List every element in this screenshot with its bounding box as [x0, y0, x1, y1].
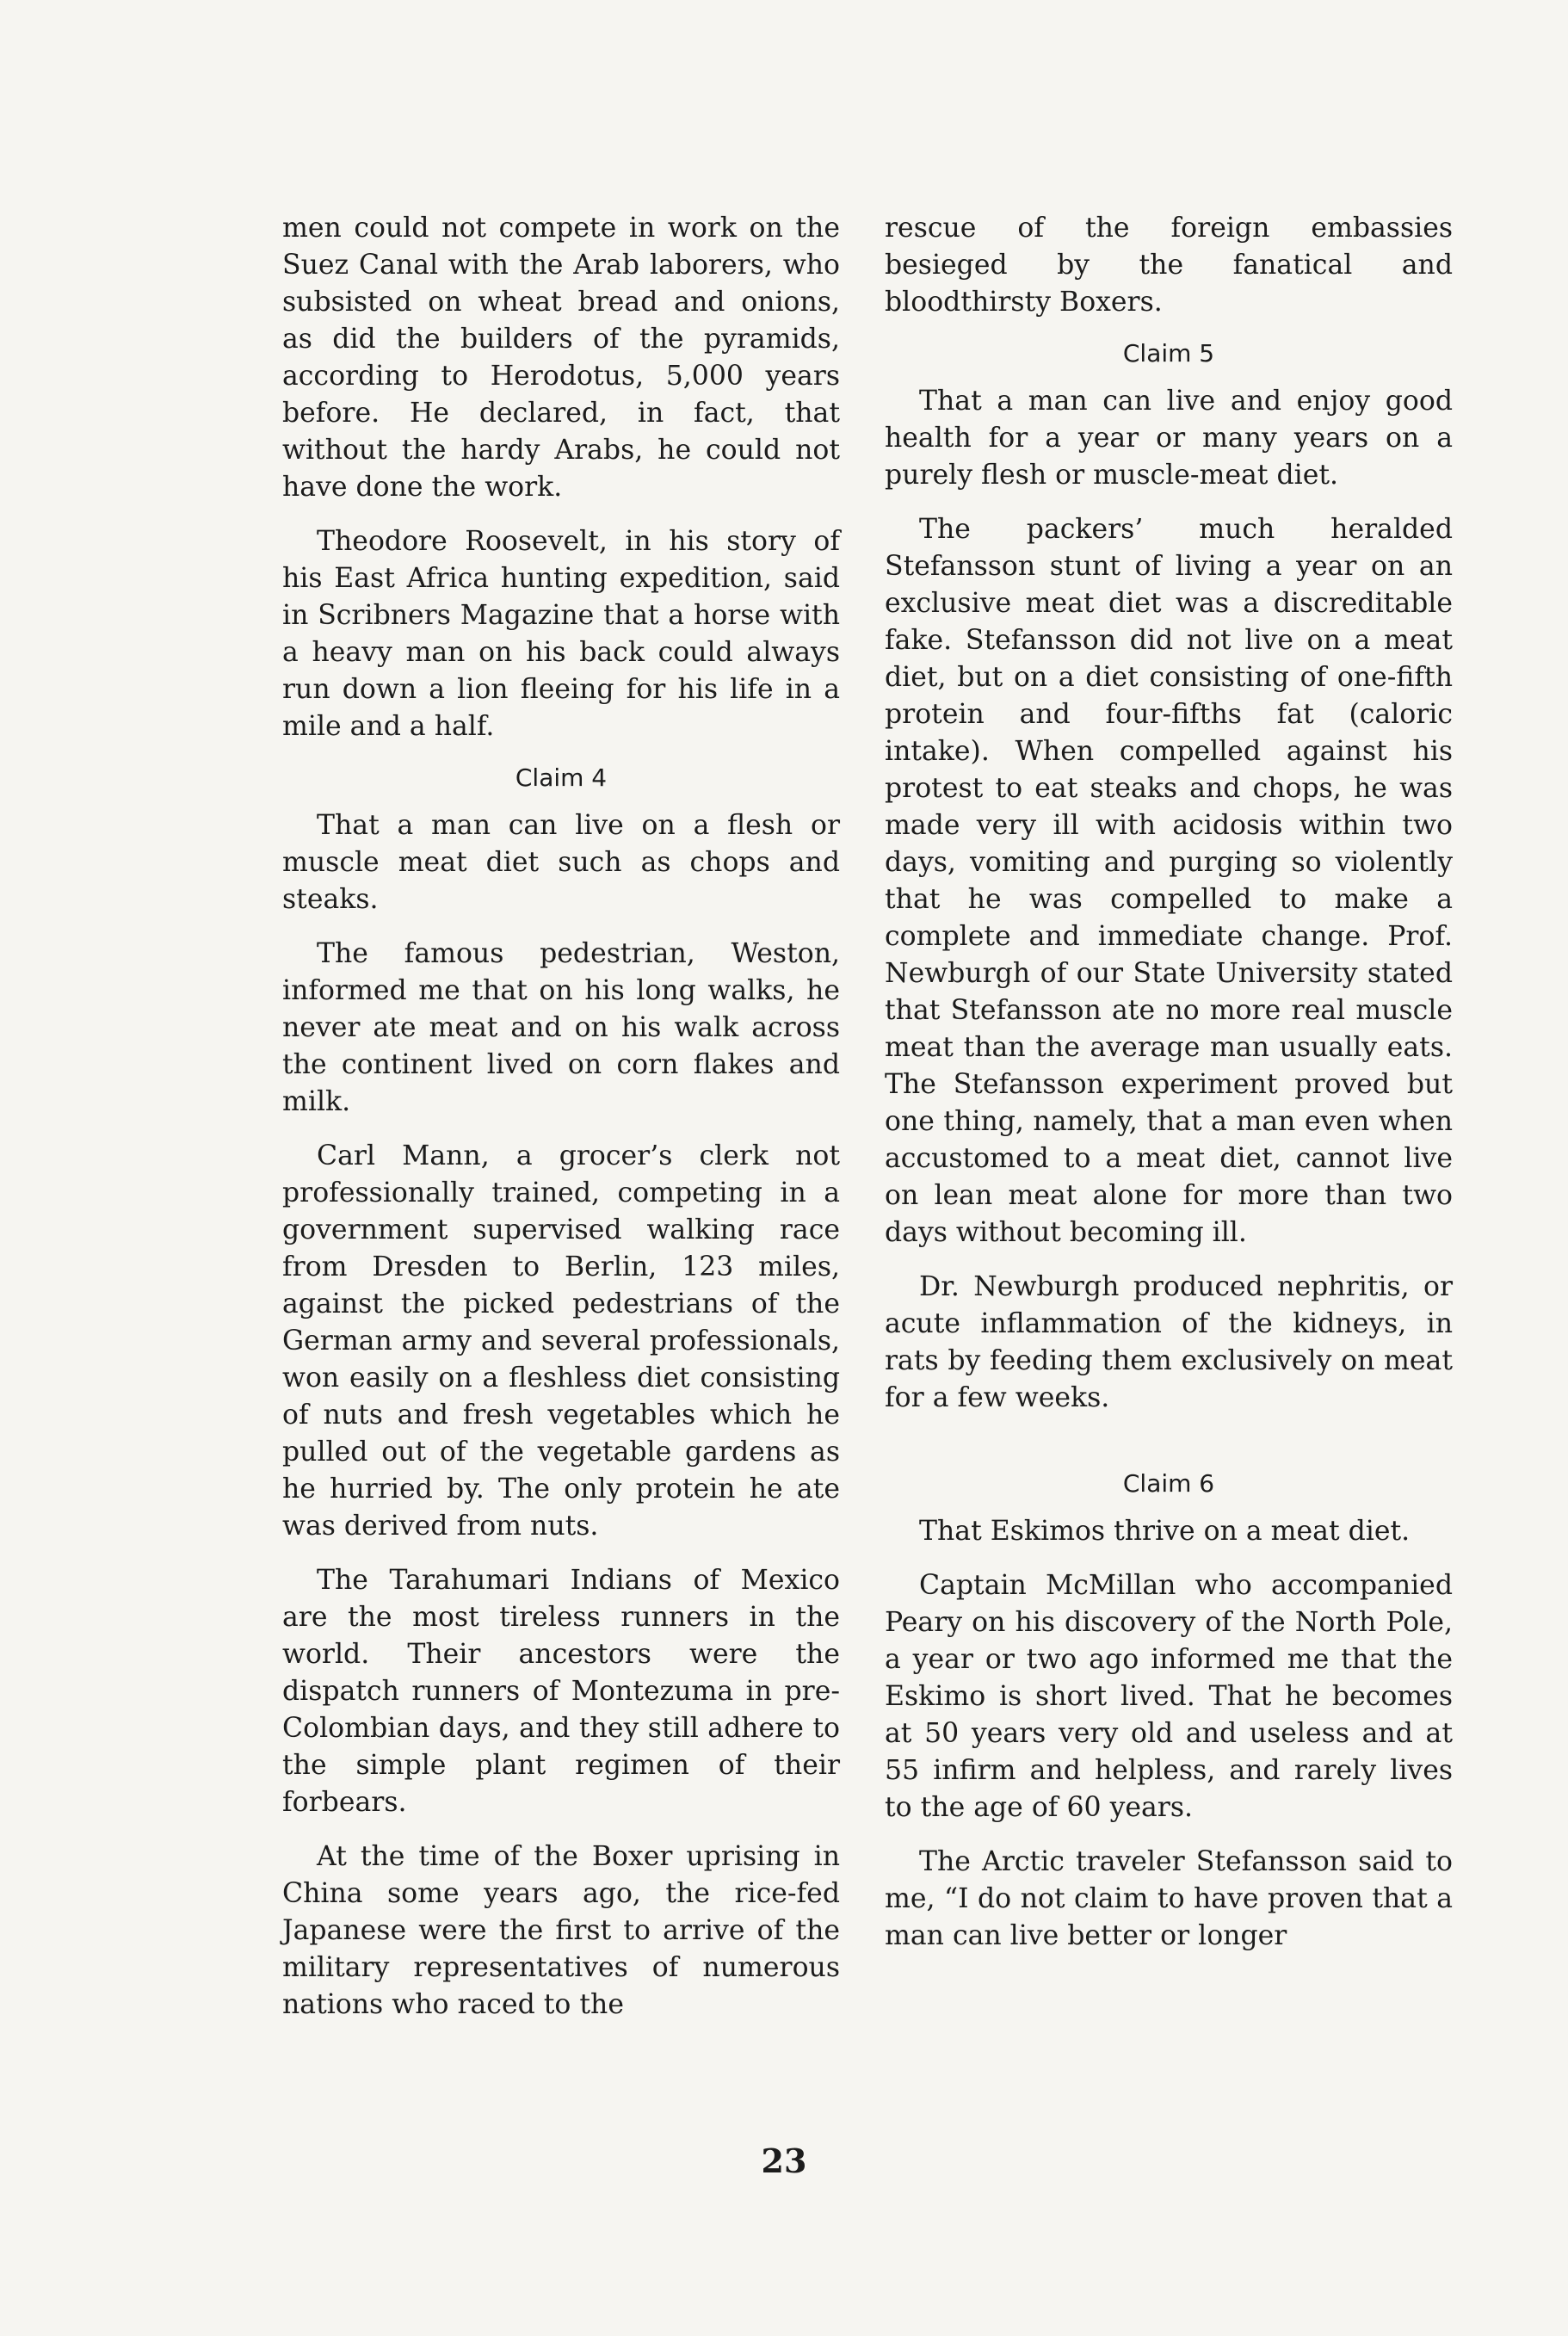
- paragraph: Carl Mann, a grocer’s clerk not professionally trained, competing in a government supervised walking race from Dresden to Berlin, 123 miles, against the picked pedestrians of the German army and several professionals, won easily on a fleshless diet consisting of nuts and fresh vegetables which he pulled out of the vegetable gardens as he hurried by. The only protein he ate was derived from nuts.: [282, 1140, 840, 1542]
- paragraph: The packers’ much heralded Stefansson stunt of living a year on an exclusive meat diet was a discreditable fake. Stefansson did not live on a meat diet, but on a diet consisting of one-fifth protein and four-fifths fat (caloric intake). When compelled against his protest to eat steaks and chops, he was made very ill with acidosis within two days, vomiting and purging so violently that he was compelled to make a complete and immediate change. Prof. Newburgh of our State University stated that Stefansson ate no more real muscle meat than the average man usually eats. The Stefansson experiment proved but one thing, namely, that a man even when accustomed to a meat diet, cannot live on lean meat alone for more than two days without becoming ill.: [885, 514, 1453, 1248]
- right-column: [885, 210, 1453, 1972]
- claim-5-heading: Claim 5: [1122, 339, 1215, 368]
- page-number: 23: [761, 2141, 807, 2180]
- paragraph: Dr. Newburgh produced nephritis, or acute inflammation of the kidneys, in rats by feeding them exclusively on meat for a few weeks.: [885, 1271, 1453, 1413]
- paragraph: The famous pedestrian, Weston, informed me that on his long walks, he never ate meat and on his walk across the continent lived on corn flakes and milk.: [282, 938, 840, 1117]
- paragraph: The Arctic traveler Stefansson said to me, “I do not claim to have proven that a man can live better or longer: [885, 1846, 1453, 1951]
- paragraph: That a man can live and enjoy good health for a year or many years on a purely flesh or muscle-meat diet.: [885, 386, 1453, 491]
- claim-6-heading: Claim 6: [1122, 1469, 1215, 1498]
- claim-4-heading: Claim 4: [515, 763, 608, 792]
- paragraph: At the time of the Boxer uprising in China some years ago, the rice-fed Japanese were the first to arrive of the military representatives of numerous nations who raced to the: [282, 1841, 840, 2020]
- left-column: [282, 210, 840, 2041]
- paragraph: The Tarahumari Indians of Mexico are the most tireless runners in the world. Their ancestors were the dispatch runners of Montezuma in pre-Colombian days, and they still adhere to the simple plant regimen of their forbears.: [282, 1565, 840, 1818]
- paragraph: Captain McMillan who accompanied Peary on his discovery of the North Pole, a year or two ago informed me that the Eskimo is short lived. That he becomes at 50 years very old and useless and at 55 infirm and helpless, and rarely lives to the age of 60 years.: [885, 1570, 1453, 1823]
- paragraph: rescue of the foreign embassies besieged by the fanatical and bloodthirsty Boxers.: [885, 213, 1453, 318]
- paragraph: men could not compete in work on the Suez Canal with the Arab laborers, who subsisted on wheat bread and onions, as did the builders of the pyramids, according to Herodotus, 5,000 years before. He declared, in fact, that without the hardy Arabs, he could not have done the work.: [282, 213, 840, 503]
- paragraph: Theodore Roosevelt, in his story of his East Africa hunting expedition, said in Scribners Magazine that a horse with a heavy man on his back could always run down a lion fleeing for his life in a mile and a half.: [282, 526, 840, 742]
- paragraph: That a man can live on a flesh or muscle meat diet such as chops and steaks.: [282, 810, 840, 915]
- paragraph: That Eskimos thrive on a meat diet.: [919, 1516, 1411, 1547]
